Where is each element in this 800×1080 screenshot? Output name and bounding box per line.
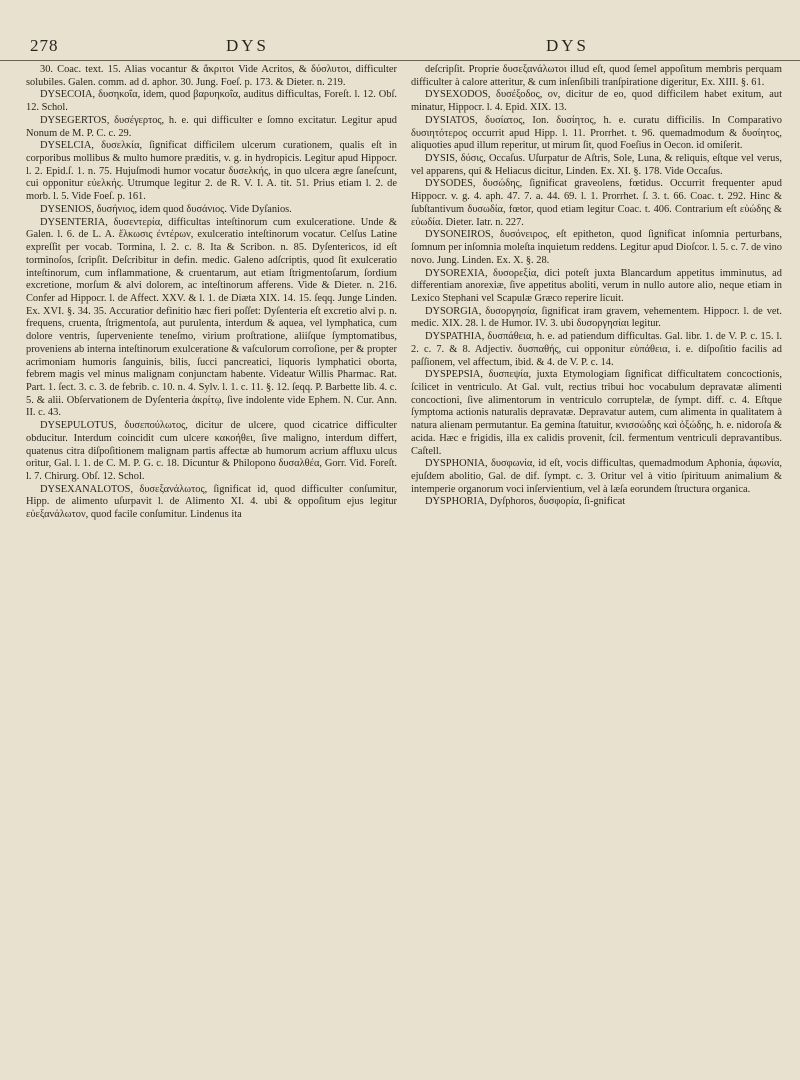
header-rule [0,60,800,61]
dictionary-entry: DYSONEIROS, δυσόνειρος, eſt epitheton, quod ſignificat inſomnia perturbans, ſomnum per inſomnia moleſta inquietum reddens. Legitur apud Dioſcor. l. 5. c. 7. de vino novo. Jung. Linden. Ex. X. §. 28. [411,229,782,266]
dictionary-entry: DYSEPULOTUS, δυσεπούλωτος, dicitur de ulcere, quod cicatrice difficulter obducitur. Interdum coincidit cum ulcere κακοήθει, ſive maligno, interdum differt, quatenus citra diſpoſitionem malignam partis affectæ ab humorum acrium affluxu ulcus oritur, Gal. l. 1. de C. M. P. G. c. 18. Dicuntur & Philopono δυσαλθέα, Gorr. Vid. Foreſt. l. 7. Chirurg. Obſ. 12. Schol. [26,420,397,482]
dictionary-entry: DYSIATOS, δυσίατος, Ion. δυσίητος, h. e. curatu difficilis. In Comparativo δυσιητότερος occurrit apud Hipp. l. 11. Prorrhet. t. 96. quemadmodum & δυσίητος, aliquoties apud illum reperitur, ut mirum ſit, quod Foeſius in Oecon. id omiſerit. [411,114,782,152]
dictionary-entry: DYSORGIA, δυσοργησία, ſignificat iram gravem, vehementem. Hippocr. l. de vet. medic. XIX. 28. l. de Humor. IV. 3. ubi δυσοργησίαι legitur. [411,305,782,330]
page-header [26,0,782,54]
dictionary-entry: DYSODES, δυσώδης, ſignificat graveolens, fœtidus. Occurrit frequenter apud Hippocr. v. g. 4. aph. 47. 7. a. 44. 69. l. 1. Prorrhet. ſ. 3. t. 66. Coac. t. 292. Hinc & ſubſtantivum δυσωδία, fœtor, quod etiam legitur Coac. t. 406. Contrarium eſt εὐώδης & εὐωδία. Dieter. Iatr. n. 227. [411,178,782,228]
dictionary-entry: DYSENTERIA, δυσεντερία, difficultas inteſtinorum cum exulceratione. Unde & Galen. l. 6. de L. A. ἕλκωσις ἐντέρων, exulceratio inteſtinorum vocatur. Celſus Latine expreſſit per vocab. Tormina, l. 2. c. 8. Ita & Scribon. n. 85. Dyſentericos, id eſt torminoſos, ſcripſit. Deſcribitur in defin. medic. Galeno adſcriptis, quod ſit exulceratio inteſtinorum, cum inflammatione, & cruentarum, aut etiam ſtrigmentoſarum, ſordium excretione, morſum & alvi dolorem, ac inteſtinorum afferens. Vide & Dieter. n. 216. Confer ad Hippocr. l. de Affect. XXV. & l. 1. de Diæta XIX. 14. 15. ſeqq. Junge Linden. Ex. XVI. §. 34. 35. Accuratior definitio hæc fieri poſſet: Dyſenteria eſt excretio alvi p. n. frequens, cruenta, ſtrigmentoſa, aut purulenta, interdum & aquea, vel lymphatica, cum dolore ventris, ſuperveniente teneſmo, virium proſtratione, aliiſque ſymptomatibus, proveniens ab interna inteſtinorum exulceratione & vaſculorum corroſione, per & propter acrimoniam humoris ſanguinis, bilis, ſucci pancreatici, liquoris lymphatici oborta, febrem magis vel minus malignam conjunctam habente. Videatur Willis Pharmac. Rat. Part. 1. ſect. 3. c. 3. de febrib. c. 10. n. 4. Sylv. l. 1. c. 11. §. 12. ſeqq. P. Barbette lib. 4. c. 5. & alii. Obſervationem de Dyſenteria ἀκρίτῳ, ſive indolente vide Ephem. N. Cur. Ann. II. c. 43. [26,216,397,419]
text-columns [26,64,782,522]
running-head-left: DYS [226,36,270,55]
dictionary-entry: DYSOREXIA, δυσορεξία, dici poteſt juxta Blancardum appetitus imminutus, ad differentiam anorexiæ, ſive appetitus aboliti, verum in nullo autore alio, neque etiam in Lexico Stephani vel Scapulæ Græco reperire licuit. [411,267,782,304]
dictionary-entry: 30. Coac. text. 15. Alias vocantur & ἄκριτοι Vide Acritos, & δύσλυτοι, difficulter solubiles. Galen. comm. ad d. aphor. 30. Jung. Foeſ. p. 173. & Dieter. n. 219. [26,64,397,88]
page-number: 278 [30,36,59,55]
dictionary-entry: DYSEGERTOS, δυσέγερτος, h. e. qui difficulter e ſomno excitatur. Legitur apud Nonum de M. P. C. c. 29. [26,114,397,139]
left-column [26,64,397,522]
dictionary-entry: DYSENIOS, δυσήνιος, idem quod δυσάνιος. Vide Dyſanios. [40,203,292,215]
dictionary-entry: DYSEXODOS, δυσέξοδος, ον, dicitur de eo, quod difficilem habet exitum, aut minatur, Hippocr. l. 4. Epid. XIX. 13. [411,89,782,114]
dictionary-entry: DYSECOIA, δυσηκοΐα, idem, quod βαρυηκοΐα, auditus difficultas, Foreſt. l. 12. Obſ. 12. Schol. [26,89,397,114]
dictionary-entry: DYSELCIA, δυσελκία, ſignificat difficilem ulcerum curationem, qualis eſt in corporibus mollibus & multo humore præditis, v. g. in hydropicis. Legitur apud Hippocr. l. 2. Epid.ſ. 1. n. 75. Hujuſmodi humor vocatur δυσελκής, in quo ulcera ægre ſaneſcunt, cui opponitur εὐελκής. Utrumque legitur 2. de R. V. I. A. tit. 51. Prius etiam l. 2. de morb. l. 5. Vide Foeſ. p. 161. [26,140,397,203]
right-column [411,64,782,522]
dictionary-entry: DYSEXANALOTOS, δυσεξανάλωτος, ſignificat id, quod difficulter conſumitur, Hipp. de alimento uſurpavit l. de Alimento XI. 4. ubi & oppoſitum ejus legitur εὐεξανάλωτον, quod facile conſumitur. Lindenus ita [26,483,397,521]
dictionary-entry: deſcripſit. Proprie δυσεξανάλωτοι illud eſt, quod ſemel appoſitum membris perquam difficulter à calore atteritur, & cum inſenſibili tranſpiratione digeritur, Ex. XIII. §. 61. [411,64,782,88]
dictionary-entry: DYSIS, δύσις, Occaſus. Uſurpatur de Aſtris, Sole, Luna, & reliquis, eſtque vel verus, vel apparens, qui & Heliacus dicitur, Linden. Ex. XI. §. 178. Vide Occaſus. [411,153,782,177]
dictionary-entry: DYSPHORIA, Dyſphoros, δυσφορία, ſi-gnificat [425,496,626,508]
running-head-right: DYS [546,36,590,55]
dictionary-entry: DYSPEPSIA, δυσπεψία, juxta Etymologiam ſignificat difficultatem concoctionis, ſcilicet in ventriculo. At Gal. vult, rectius tribui hoc vocabulum depravatæ alimenti concoctioni, ſive alimentorum in ventriculo corruptelæ, de ſympt. diff. c. 4. Eſtque ſymptoma actionis naturalis depravatæ. Depravatur autem, cum alimenta in qualitatem à natura alienam permutantur. Ea gemina ſtatuitur, κνισσώδης καὶ ὀξώδης, h. e. nidoroſa & acida. Hæc e frigidis, illa ex calidis provenit, ſcil. fermentum ventriculi depravantibus. Caſtell. [411,369,782,457]
dictionary-entry: DYSPATHIA, δυσπάθεια, h. e. ad patiendum difficultas. Gal. libr. 1. de V. P. c. 15. l. 2. c. 7. & 8. Adjectiv. δυσπαθής, cui opponitur εὐπάθεια, i. e. diſpoſitio facilis ad paſſionem, vel affectum, ibid. & 4. de V. P. c. 14. [411,331,782,368]
dictionary-entry: DYSPHONIA, δυσφωνία, id eſt, vocis difficultas, quemadmodum Aphonia, ἀφωνία, ejuſdem abolitio, Gal. de dif. ſympt. c. 3. Oritur vel à vitio ſpirituum animalium & intemperie organorum voci inſervientium, vel à læſa eorundem ſtructura organica. [411,458,782,495]
